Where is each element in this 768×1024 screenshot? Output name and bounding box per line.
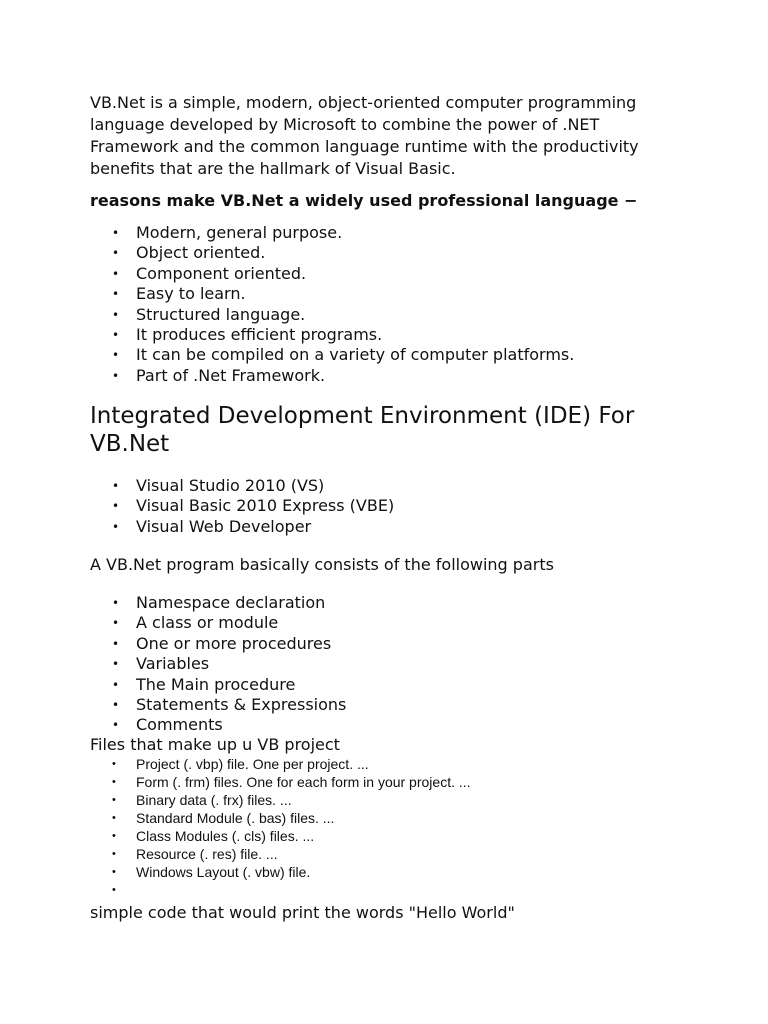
list-item: • One or more procedures [90,634,346,654]
program-parts-list [90,593,346,736]
list-item: • Visual Basic 2010 Express (VBE) [90,496,394,516]
list-item: • It produces efficient programs. [90,325,574,345]
list-item: • Binary data (. frx) files. ... [90,791,471,809]
reasons-list [90,223,574,386]
files-heading: Files that make up u VB project [90,735,340,754]
list-item: • Resource (. res) file. ... [90,845,471,863]
list-item-empty [90,881,471,899]
list-item: • Project (. vbp) file. One per project. ... [90,755,471,773]
list-item: • Namespace declaration [90,593,346,613]
list-item: • Component oriented. [90,264,574,284]
list-item: • Class Modules (. cls) files. ... [90,827,471,845]
project-files-list [90,755,471,899]
list-item: • Comments [90,715,346,735]
list-item: • Modern, general purpose. [90,223,574,243]
ide-heading: Integrated Development Environment (IDE) For VB.Net [90,403,635,457]
list-item: • Statements & Expressions [90,695,346,715]
list-item: • A class or module [90,613,346,633]
list-item: • Windows Layout (. vbw) file. [90,863,471,881]
list-item: • Variables [90,654,346,674]
ide-list [90,476,394,537]
list-item: • Standard Module (. bas) files. ... [90,809,471,827]
list-item: • Visual Web Developer [90,517,394,537]
reasons-heading: reasons make VB.Net a widely used professional language − [90,191,638,210]
list-item: • Visual Studio 2010 (VS) [90,476,394,496]
list-item: • Easy to learn. [90,284,574,304]
hello-world-text: simple code that would print the words "Hello World" [90,903,515,922]
list-item: • Object oriented. [90,243,574,263]
list-item: • The Main procedure [90,675,346,695]
intro-paragraph: VB.Net is a simple, modern, object-oriented computer programming language developed by Microsoft to combine the power of .NET Framework and the common language runtime with the productivity benefits that are the hallmark of Visual Basic. [90,93,639,178]
list-item: • Form (. frm) files. One for each form in your project. ... [90,773,471,791]
list-item: • It can be compiled on a variety of computer platforms. [90,345,574,365]
list-item: • Part of .Net Framework. [90,366,574,386]
program-parts-intro: A VB.Net program basically consists of the following parts [90,555,554,574]
list-item: • Structured language. [90,305,574,325]
